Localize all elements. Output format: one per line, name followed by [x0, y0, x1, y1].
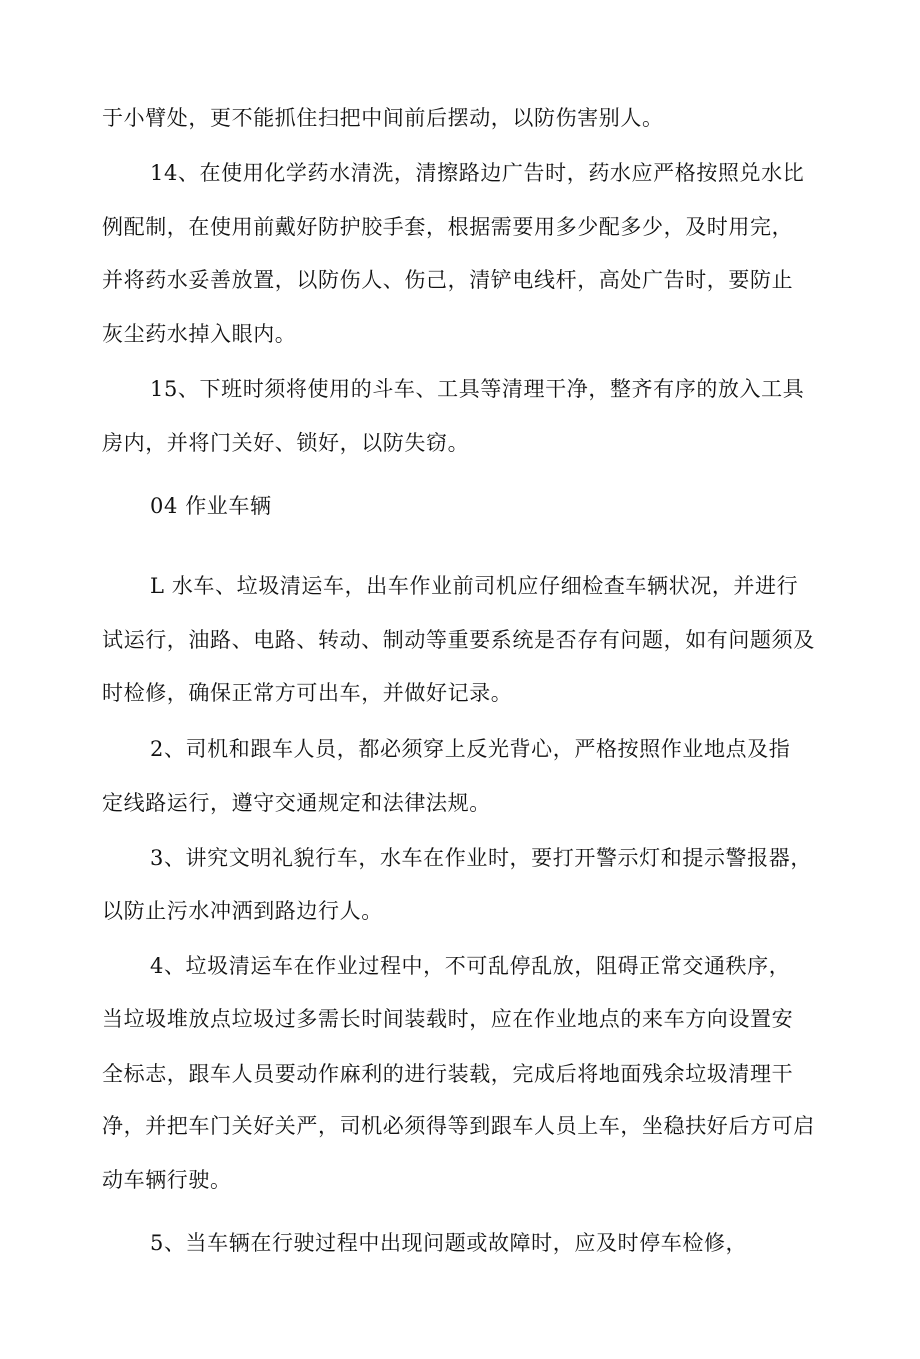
text-line: 以防止污水冲洒到路边行人。 [102, 899, 383, 923]
text-line: 4、垃圾清运车在作业过程中，不可乱停乱放，阻碍正常交通秩序， [150, 954, 791, 978]
text-line: 动车辆行驶。 [102, 1168, 232, 1192]
text-line: 试运行，油路、电路、转动、制动等重要系统是否存有问题，如有问题须及 [102, 628, 815, 652]
text-line: 灰尘药水掉入眼内。 [102, 322, 297, 346]
text-line: 时检修，确保正常方可出车，并做好记录。 [102, 681, 513, 705]
section-heading: 04 作业车辆 [150, 494, 272, 518]
text-line: L 水车、垃圾清运车，出车作业前司机应仔细检查车辆状况，并进行 [150, 574, 799, 598]
text-line: 2、司机和跟车人员，都必须穿上反光背心，严格按照作业地点及指 [150, 737, 791, 761]
text-line: 并将药水妥善放置，以防伤人、伤己，清铲电线杆，高处广告时，要防止 [102, 268, 794, 292]
text-line: 15、下班时须将使用的斗车、工具等清理干净，整齐有序的放入工具 [150, 377, 805, 401]
text-line: 全标志，跟车人员要动作麻利的进行装载，完成后将地面残余垃圾清理干 [102, 1062, 794, 1086]
text-line: 于小臂处，更不能抓住扫把中间前后摆动，以防伤害别人。 [102, 106, 664, 130]
text-line: 5、当车辆在行驶过程中出现问题或故障时，应及时停车检修， [150, 1231, 748, 1255]
text-line: 定线路运行，遵守交通规定和法律法规。 [102, 791, 491, 815]
text-line: 房内，并将门关好、锁好，以防失窃。 [102, 431, 470, 455]
text-line: 14、在使用化学药水清洗，清擦路边广告时，药水应严格按照兑水比 [150, 161, 805, 185]
text-line: 3、讲究文明礼貌行车，水车在作业时，要打开警示灯和提示警报器， [150, 846, 812, 870]
text-line: 例配制，在使用前戴好防护胶手套，根据需要用多少配多少，及时用完， [102, 215, 794, 239]
text-line: 当垃圾堆放点垃圾过多需长时间装载时，应在作业地点的来车方向设置安 [102, 1007, 794, 1031]
text-line: 净，并把车门关好关严，司机必须得等到跟车人员上车，坐稳扶好后方可启 [102, 1114, 815, 1138]
